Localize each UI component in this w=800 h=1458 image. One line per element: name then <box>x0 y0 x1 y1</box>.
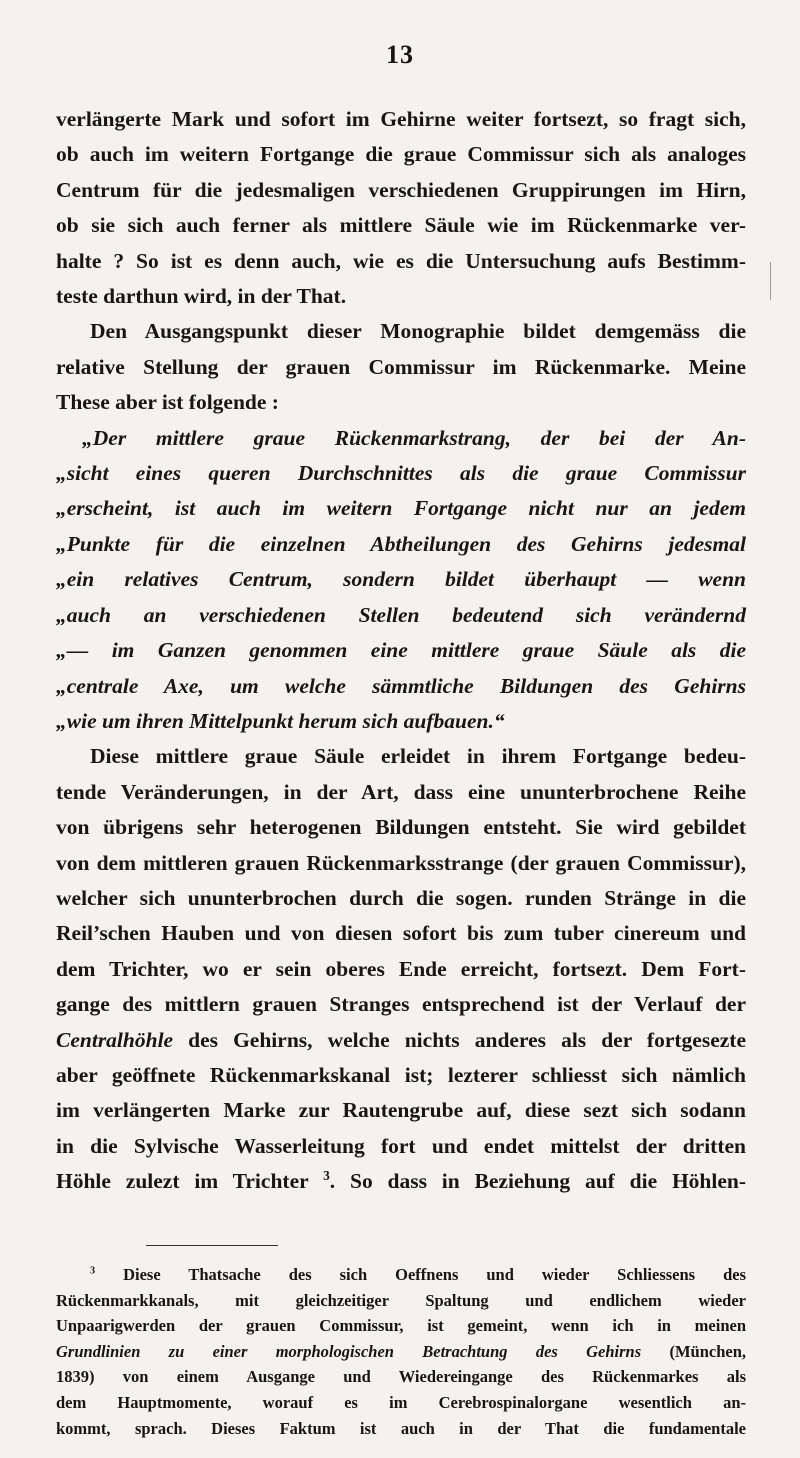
text-segment: Höhle zulezt im Trichter <box>56 1169 324 1194</box>
text-line: Centrum für die jedesmaligen verschiedenen Gruppirungen im Hirn, <box>56 177 746 202</box>
text-segment: (München, <box>641 1341 747 1361</box>
text-line: welcher sich ununterbrochen durch die sogen. runden Stränge in die <box>56 885 746 910</box>
book-title: Grundlinien zu einer morphologischen Betrachtung des Gehirns <box>56 1341 642 1361</box>
text-line: Diese mittlere graue Säule erleidet in ihrem Fortgange bedeu- <box>90 744 746 769</box>
quote-line: „ein relatives Centrum, sondern bildet überhaupt — wenn <box>56 567 746 592</box>
text-line: ob auch im weitern Fortgange die graue Commissur sich als analoges <box>56 142 746 167</box>
quote-line: „auch an verschiedenen Stellen bedeutend sich verändernd <box>56 602 746 627</box>
text-line: ob sie sich auch ferner als mittlere Säule wie im Rückenmarke ver- <box>56 213 746 238</box>
quote-line: „— im Ganzen genommen eine mittlere graue Säule als die <box>56 638 746 663</box>
text-line <box>56 1164 746 1199</box>
footnote-line: Rückenmarkkanals, mit gleichzeitiger Spaltung und endlichem wieder <box>56 1290 746 1310</box>
quote-line: „sicht eines queren Durchschnittes als die graue Commissur <box>56 461 746 486</box>
footnote <box>56 1262 746 1441</box>
text-line: im verlängerten Marke zur Rautengrube auf, diese sezt sich sodann <box>56 1098 746 1123</box>
quote-line: „erscheint, ist auch im weitern Fortgange nicht nur an jedem <box>56 496 746 521</box>
text-line: gange des mittlern grauen Stranges entsprechend ist der Verlauf der <box>56 992 746 1017</box>
text-segment: . So dass in Beziehung auf die Höhlen- <box>329 1169 747 1194</box>
italic-term: Centralhöhle <box>56 1027 174 1052</box>
main-text <box>56 102 746 1200</box>
footnote-line: Unpaarigwerden der grauen Commissur, ist gemeint, wenn ich in meinen <box>56 1316 746 1336</box>
text-line: Reil’schen Hauben und von diesen sofort bis zum tuber cinereum und <box>56 921 746 946</box>
footnote-line: dem Hauptmomente, worauf es im Cerebrospinalorgane wesentlich an- <box>56 1392 746 1412</box>
footnote-line: 1839) von einem Ausgange und Wiedereingange des Rückenmarkes als <box>56 1367 746 1387</box>
text-line: teste darthun wird, in der That. <box>56 284 347 309</box>
quote-line: „centrale Axe, um welche sämmtliche Bildungen des Gehirns <box>56 673 746 698</box>
text-line: These aber ist folgende : <box>56 390 279 415</box>
footnote-line <box>56 1339 746 1365</box>
quote-line: „Der mittlere graue Rückenmarkstrang, der bei der An- <box>82 425 746 450</box>
text-segment: des Gehirns, welche nichts anderes als der fortgesezte <box>173 1027 746 1052</box>
quote-line: „wie um ihren Mittelpunkt herum sich aufbauen.“ <box>56 708 505 733</box>
text-line: von übrigens sehr heterogenen Bildungen entsteht. Sie wird gebildet <box>56 815 746 840</box>
footnote-ref: 3 <box>323 1168 330 1184</box>
text-line <box>56 1023 746 1058</box>
text-line: dem Trichter, wo er sein oberes Ende erreicht, fortsezt. Dem Fort- <box>56 956 746 981</box>
text-line: halte ? So ist es denn auch, wie es die Untersuchung aufs Bestimm- <box>56 248 746 273</box>
text-line: von dem mittleren grauen Rückenmarksstrange (der grauen Commissur), <box>56 850 746 875</box>
quote-line: „Punkte für die einzelnen Abtheilungen des Gehirns jedesmal <box>56 531 746 556</box>
text-line: verlängerte Mark und sofort im Gehirne weiter fortsezt, so fragt sich, <box>56 107 746 131</box>
scan-artifact <box>770 262 771 300</box>
footnote-divider <box>146 1245 278 1246</box>
footnote-marker: 3 <box>90 1265 96 1277</box>
page-number: 13 <box>386 40 414 69</box>
text-segment: Diese Thatsache des sich Oeffnens und wieder Schliessens des <box>95 1265 746 1284</box>
footnote-line <box>56 1262 746 1288</box>
text-line: aber geöffnete Rückenmarkskanal ist; lezterer schliesst sich nämlich <box>56 1062 746 1087</box>
text-line: Den Ausgangspunkt dieser Monographie bildet demgemäss die <box>90 319 746 344</box>
footnote-line: kommt, sprach. Dieses Faktum ist auch in der That die fundamentale <box>56 1418 746 1438</box>
text-line: in die Sylvische Wasserleitung fort und endet mittelst der dritten <box>56 1133 746 1158</box>
text-line: tende Veränderungen, in der Art, dass eine ununterbrochene Reihe <box>56 779 746 804</box>
thesis-quote <box>56 421 746 740</box>
text-line: relative Stellung der grauen Commissur im Rückenmarke. Meine <box>56 354 746 379</box>
